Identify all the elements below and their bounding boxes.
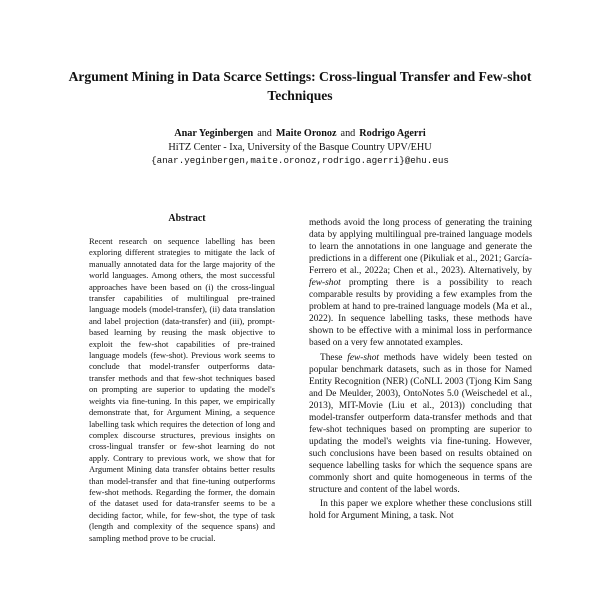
paragraph-text: methods avoid the long process of generating the training data by applying multilingual pre-trained language models to learn the annotations in one language and generate the predictions in a different one (Pikuliak et al., 2021; García-Ferrero et al., 2022a; Chen et al., 2023). Alternatively, by — [309, 218, 532, 277]
author-name: Maite Oronoz — [275, 128, 337, 139]
body-paragraph — [309, 217, 532, 350]
body-paragraph: In this paper we explore whether these conclusions still hold for Argument Mining, a task. Not — [309, 499, 532, 522]
author-list — [60, 127, 540, 140]
author-separator: and — [257, 128, 272, 139]
abstract-body: Recent research on sequence labelling has been exploring different strategies to mitigate the lack of manually annotated data for the large majority of the world languages. Among others, the most successful approaches have been based on (i) the cross-lingual transfer capabilities of multilingual pre-trained language models (model-transfer), (ii) data translation and label projection (data-transfer) and (iii), prompt-based learning by reusing the mask objective to exploit the few-shot capabilities of pre-trained language models (few-shot). Previous work seems to conclude that model-transfer outperforms data-transfer methods and that few-shot techniques based on prompting are superior to updating the model's weights via fine-tuning. In this paper, we empirically demonstrate that, for Argument Mining, a sequence labelling task which requires the detection of long and complex discourse structures, previous insights on cross-lingual transfer or few-shot learning do not apply. Contrary to previous work, we show that for Argument Mining data transfer obtains better results than model-transfer and that fine-tuning outperforms few-shot methods. Regarding the former, the domain of the dataset used for data-transfer seems to be a deciding factor, while, for few-shot, the type of task (length and complexity of the sequence spans) and sampling method prove to be crucial. — [89, 236, 275, 543]
paragraph-text: These — [320, 352, 348, 363]
paper-title: Argument Mining in Data Scarce Settings: Cross-lingual Transfer and Few-shot Techniques — [68, 69, 532, 103]
author-name: Rodrigo Agerri — [359, 128, 426, 139]
author-name: Anar Yeginbergen — [174, 128, 254, 139]
paragraph-text: methods have widely been tested on popular benchmark datasets, such as in those for Named Entity Recognition (NER) (CoNLL 2003 (Tjong Kim Sang and De Meulder, 2003), OntoNotes 5.0 (Weischedel et al., 2013), MIT-Movie (Liu et al., 2013)) concluding that model-transfer outperform data-transfer methods and that few-shot techniques based on prompting are superior to updating the model's weights via fine-tuning. However, such conclusions have been based on results obtained on sequence labelling tasks for which the sequence spans are commonly short and quite homogeneous in terms of the structure and content of the label words. — [309, 352, 532, 496]
emphasis-text: few-shot — [309, 278, 341, 289]
emphasis-text: few-shot — [347, 352, 380, 363]
author-separator: and — [340, 128, 356, 139]
abstract-heading: Abstract — [168, 213, 206, 224]
author-emails: {anar.yeginbergen,maite.oronoz,rodrigo.agerri}@ehu.eus — [151, 155, 449, 166]
paragraph-text: prompting there is a possibility to reach comparable results by providing a few examples from the problem at hand to pre-trained language models (Ma et al., 2022). In sequence labelling tasks, these methods have shown to be effective with a minimal loss in performance based on a very few annotated examples. — [309, 278, 532, 349]
affiliation: HiTZ Center - Ixa, University of the Basque Country UPV/EHU — [168, 142, 432, 153]
body-column-right — [309, 217, 532, 522]
body-paragraph — [309, 352, 532, 497]
